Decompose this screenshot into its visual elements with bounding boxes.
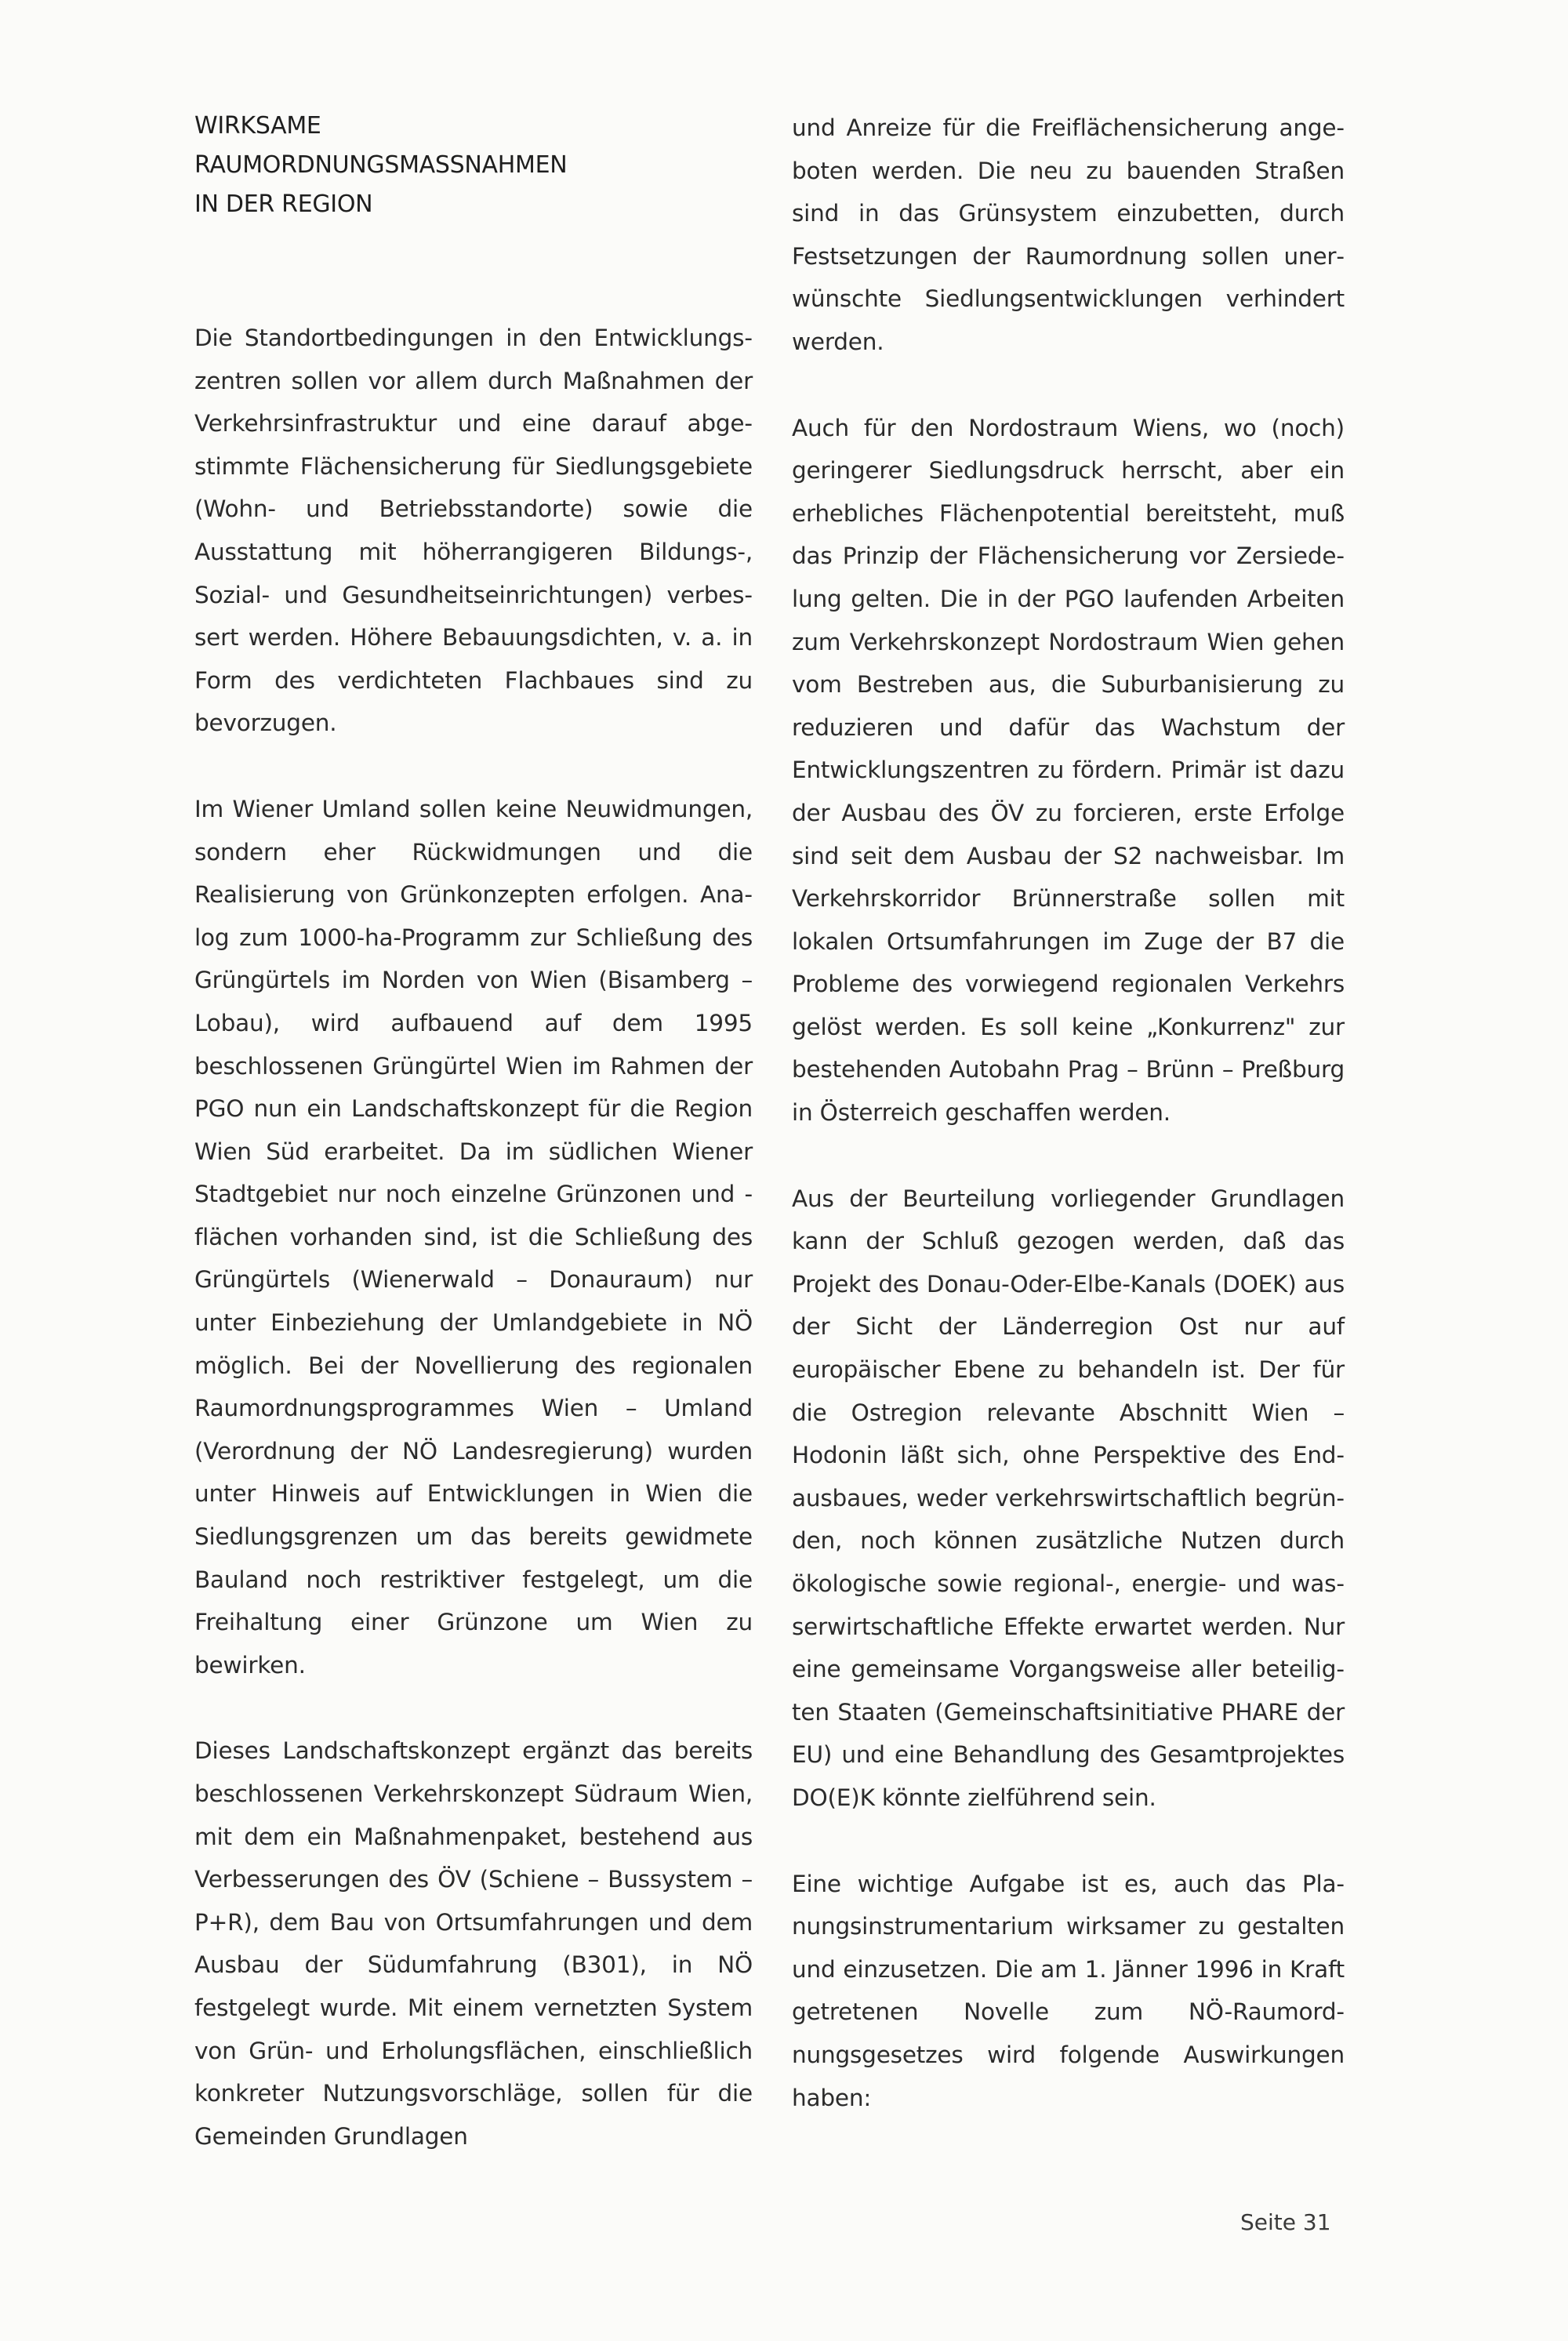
paragraph-standortbedingungen: Die Standortbedingungen in den Entwicklungszentren sollen vor allem durch Maßnahmen der Verkehrsinfrastruktur und eine darauf abgestimmte Flächensicherung für Siedlungsgebiete (Wohn- und Betriebsstandorte) sowie die Ausstattung mit höherrangigeren Bildungs-, Sozial- und Gesundheitseinrichtungen) verbessert werden. Höhere Bebauungsdichten, v. a. in Form des verdichteten Flachbaues sind zu bevorzugen. xyxy=(194,325,753,737)
heading-line-3: IN DER REGION xyxy=(194,191,373,218)
left-column xyxy=(194,107,753,2201)
paragraph-planungsinstrumentarium: Eine wichtige Aufgabe ist es, auch das Planungsinstrumentarium wirksamer zu gestalten und einzusetzen. Die am 1. Jänner 1996 in Kraft getretenen Novelle zum NÖ-Raumordnungsgesetzes wird folgende Auswirkungen haben: xyxy=(792,1870,1345,2111)
paragraph-anreize: und Anreize für die Freiflächensicherung angeboten werden. Die neu zu bauenden Straßen sind in das Grünsystem einzubetten, durch Festsetzungen der Raumordnung sollen unerwünschte Siedlungsentwicklungen verhindert werden. xyxy=(792,114,1345,355)
heading-line-2: RAUMORDNUNGSMASSNAHMEN xyxy=(194,151,568,179)
heading-line-1: WIRKSAME xyxy=(194,112,321,140)
paragraph-nordostraum: Auch für den Nordostraum Wiens, wo (noch) geringerer Siedlungsdruck herrscht, aber ein erhebliches Flächenpotential bereitsteht, muß das Prinzip der Flächensicherung vor Zersiedelung gelten. Die in der PGO laufenden Arbeiten zum Verkehrskonzept Nordostraum Wien gehen vom Bestreben aus, die Suburbanisierung zu reduzieren und dafür das Wachstum der Entwicklungszentren zu fördern. Primär ist dazu der Ausbau des ÖV zu forcieren, erste Erfolge sind seit dem Ausbau der S2 nachweisbar. Im Verkehrskorridor Brünnerstraße sollen mit lokalen Ortsumfahrungen im Zuge der B7 die Probleme des vorwiegend regionalen Verkehrs gelöst werden. Es soll keine „Konkurrenz" zur bestehenden Autobahn Prag – Brünn – Preßburg in Österreich geschaffen werden. xyxy=(792,414,1345,1127)
section-heading xyxy=(194,107,753,224)
paragraph-wiener-umland: Im Wiener Umland sollen keine Neuwidmungen, sondern eher Rückwidmungen und die Realisierung von Grünkonzepten erfolgen. Analog zum 1000-ha-Programm zur Schließung des Grüngürtels im Norden von Wien (Bisamberg – Lobau), wird aufbauend auf dem 1995 beschlossenen Grüngürtel Wien im Rahmen der PGO nun ein Landschaftskonzept für die Region Wien Süd erarbeitet. Da im südlichen Wiener Stadtgebiet nur noch einzelne Grünzonen und -flächen vorhanden sind, ist die Schließung des Grüngürtels (Wienerwald – Donauraum) nur unter Einbeziehung der Umlandgebiete in NÖ möglich. Bei der Novellierung des regionalen Raumordnungsprogrammes Wien – Umland (Verordnung der NÖ Landesregierung) wurden unter Hinweis auf Entwicklungen in Wien die Siedlungsgrenzen um das bereits gewidmete Bauland noch restriktiver festgelegt, um die Freihaltung einer Grünzone um Wien zu bewirken. xyxy=(194,795,753,1679)
right-column xyxy=(792,107,1345,2162)
page-number: Seite 31 xyxy=(1240,2209,1331,2235)
paragraph-doek: Aus der Beurteilung vorliegender Grundlagen kann der Schluß gezogen werden, daß das Projekt des Donau-Oder-Elbe-Kanals (DOEK) aus der Sicht der Länderregion Ost nur auf europäischer Ebene zu behandeln ist. Der für die Ostregion relevante Abschnitt Wien – Hodonin läßt sich, ohne Perspektive des Endausbaues, weder verkehrswirtschaftlich begründen, noch können zusätzliche Nutzen durch ökologische sowie regional-, energie- und wasserwirtschaftliche Effekte erwartet werden. Nur eine gemeinsame Vorgangsweise aller beteiligten Staaten (Gemeinschaftsinitiative PHARE der EU) und eine Behandlung des Gesamtprojektes DO(E)K könnte zielführend sein. xyxy=(792,1185,1345,1811)
paragraph-landschaftskonzept: Dieses Landschaftskonzept ergänzt das bereits beschlossenen Verkehrskonzept Südraum Wien, mit dem ein Maßnahmenpaket, bestehend aus Verbesserungen des ÖV (Schiene – Bussystem – P+R), dem Bau von Ortsumfahrungen und dem Ausbau der Südumfahrung (B301), in NÖ festgelegt wurde. Mit einem vernetzten System von Grün- und Erholungsflächen, einschließlich konkreter Nutzungsvorschläge, sollen für die Gemeinden Grundlagen xyxy=(194,1737,753,2150)
